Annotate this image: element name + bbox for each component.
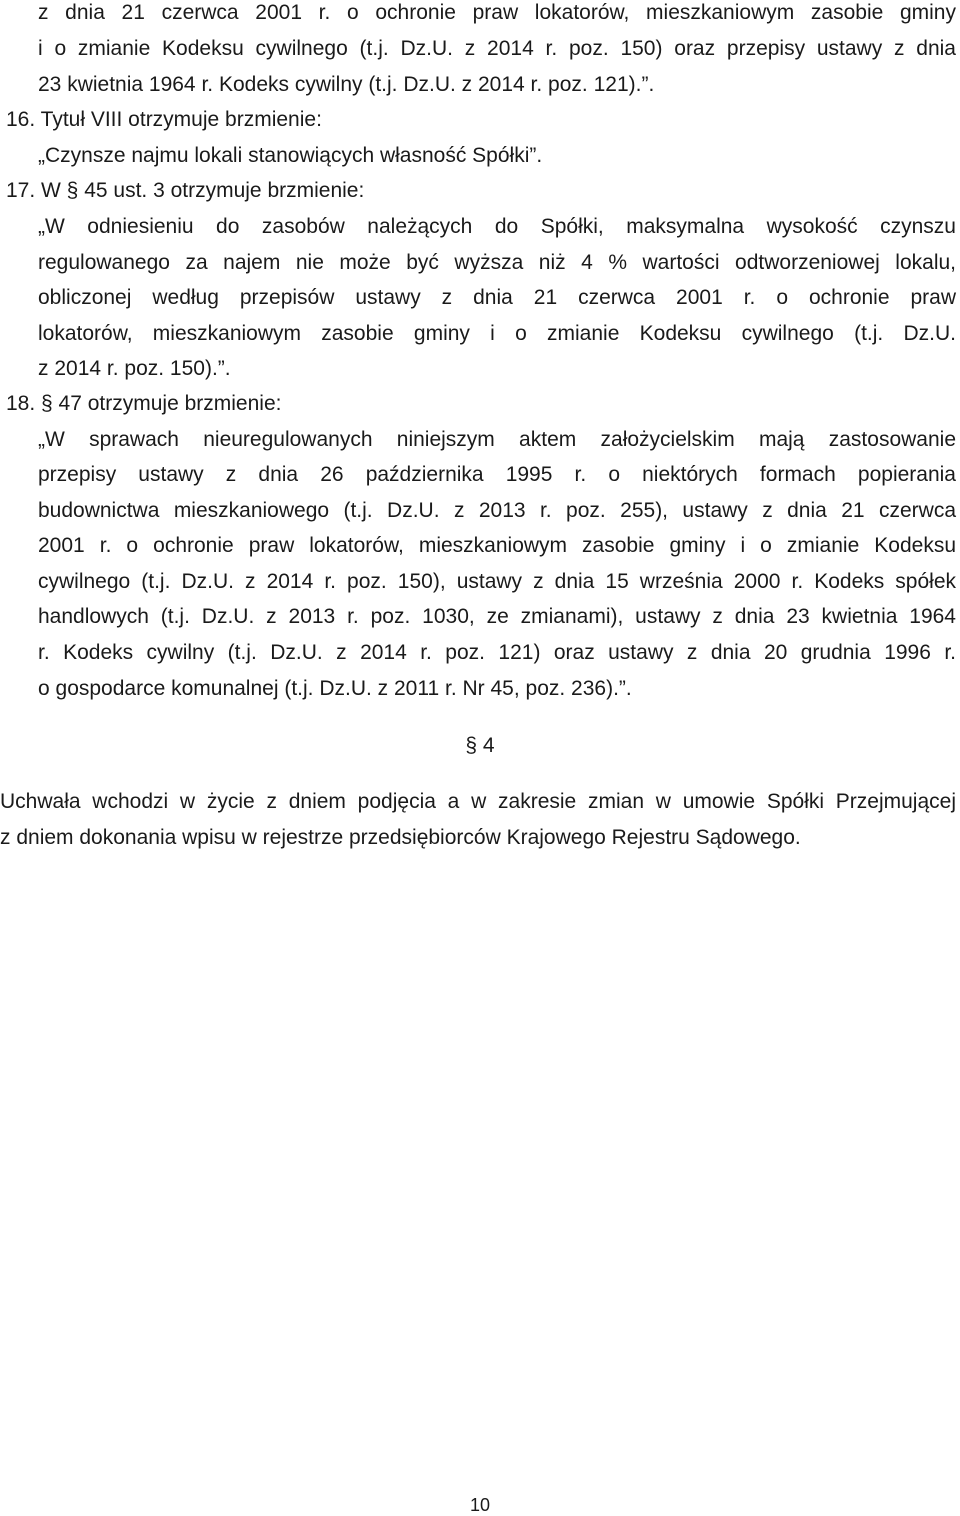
item-17-line-4: lokatorów, mieszkaniowym zasobie gminy i o zmianie Kodeksu cywilnego (t.j. Dz.U. bbox=[38, 322, 956, 345]
item-16-intro: 16. Tytuł VIII otrzymuje brzmienie: bbox=[6, 108, 322, 131]
item-17-line-2: regulowanego za najem nie może być wyższa niż 4 % wartości odtworzeniowej lokalu, bbox=[38, 251, 956, 274]
item-17-intro: 17. W § 45 ust. 3 otrzymuje brzmienie: bbox=[6, 179, 365, 202]
page-number: 10 bbox=[469, 1495, 491, 1515]
continuation-line-3: 23 kwietnia 1964 r. Kodeks cywilny (t.j. Dz.U. z 2014 r. poz. 121).”. bbox=[38, 73, 655, 96]
section-4-line-2: z dniem dokonania wpisu w rejestrze przedsiębiorców Krajowego Rejestru Sądowego. bbox=[0, 826, 801, 849]
item-18-line-2: przepisy ustawy z dnia 26 października 1995 r. o niektórych formach popierania bbox=[38, 463, 956, 486]
item-18-line-6: handlowych (t.j. Dz.U. z 2013 r. poz. 1030, ze zmianami), ustawy z dnia 23 kwietnia 1964 bbox=[38, 605, 956, 628]
item-17-line-5: z 2014 r. poz. 150).”. bbox=[38, 357, 231, 380]
item-17-line-3: obliczonej według przepisów ustawy z dnia 21 czerwca 2001 r. o ochronie praw bbox=[38, 286, 956, 309]
item-18-intro: 18. § 47 otrzymuje brzmienie: bbox=[6, 392, 282, 415]
item-17-line-1: „W odniesieniu do zasobów należących do Spółki, maksymalna wysokość czynszu bbox=[38, 215, 956, 238]
item-18-line-1: „W sprawach nieuregulowanych niniejszym aktem założycielskim mają zastosowanie bbox=[38, 428, 956, 451]
section-4-line-1: Uchwała wchodzi w życie z dniem podjęcia a w zakresie zmian w umowie Spółki Przejmującej bbox=[0, 790, 956, 813]
item-18-line-4: 2001 r. o ochronie praw lokatorów, mieszkaniowym zasobie gminy i o zmianie Kodeksu bbox=[38, 534, 956, 557]
item-18-line-3: budownictwa mieszkaniowego (t.j. Dz.U. z 2013 r. poz. 255), ustawy z dnia 21 czerwca bbox=[38, 499, 956, 522]
item-16-quote: „Czynsze najmu lokali stanowiących własność Spółki”. bbox=[38, 144, 543, 167]
item-18-line-7: r. Kodeks cywilny (t.j. Dz.U. z 2014 r. poz. 121) oraz ustawy z dnia 20 grudnia 1996 r. bbox=[38, 641, 956, 664]
section-4-heading: § 4 bbox=[465, 734, 495, 757]
continuation-line-2: i o zmianie Kodeksu cywilnego (t.j. Dz.U. z 2014 r. poz. 150) oraz przepisy ustawy z dnia bbox=[38, 37, 956, 60]
item-18-line-8: o gospodarce komunalnej (t.j. Dz.U. z 2011 r. Nr 45, poz. 236).”. bbox=[38, 677, 632, 700]
continuation-line-1: z dnia 21 czerwca 2001 r. o ochronie praw lokatorów, mieszkaniowym zasobie gminy bbox=[38, 1, 956, 24]
item-18-line-5: cywilnego (t.j. Dz.U. z 2014 r. poz. 150), ustawy z dnia 15 września 2000 r. Kodeks spółek bbox=[38, 570, 956, 593]
